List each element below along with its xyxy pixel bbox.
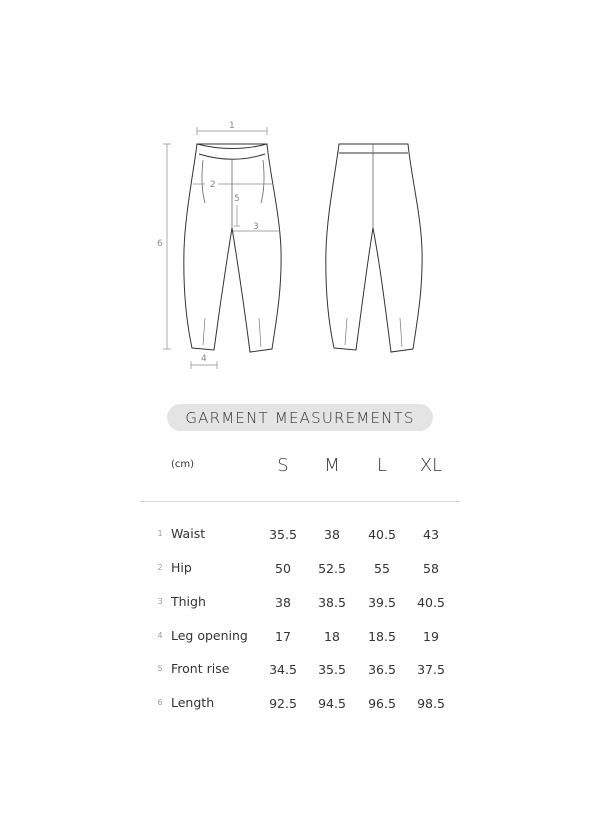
- cell-xl: 58: [423, 561, 439, 576]
- marker-5: 5: [234, 194, 240, 204]
- units-label: (cm): [171, 459, 195, 470]
- cell-s: 35.5: [269, 527, 297, 542]
- marker-1: 1: [229, 121, 235, 131]
- row-label: Thigh: [171, 594, 206, 609]
- cell-l: 55: [374, 561, 390, 576]
- size-header-xl: XL: [419, 455, 443, 476]
- header-divider: [140, 501, 460, 502]
- section-title: GARMENT MEASUREMENTS: [167, 404, 433, 431]
- cell-m: 38: [324, 527, 340, 542]
- row-number: 3: [157, 597, 163, 606]
- row-number: 5: [157, 664, 163, 673]
- table-row: [0, 594, 600, 614]
- cell-xl: 98.5: [417, 696, 445, 711]
- size-header-m: M: [324, 455, 340, 476]
- marker-3: 3: [253, 222, 259, 232]
- table-row: [0, 661, 600, 681]
- row-label: Hip: [171, 560, 192, 575]
- cell-s: 50: [275, 561, 291, 576]
- marker-4: 4: [201, 354, 207, 364]
- table-row: [0, 526, 600, 546]
- cell-s: 17: [275, 629, 291, 644]
- cell-l: 96.5: [368, 696, 396, 711]
- cell-xl: 43: [423, 527, 439, 542]
- cell-m: 18: [324, 629, 340, 644]
- cell-s: 34.5: [269, 662, 297, 677]
- pants-illustration: [0, 0, 600, 400]
- cell-xl: 37.5: [417, 662, 445, 677]
- pants-front-view: [184, 144, 281, 352]
- cell-xl: 40.5: [417, 595, 445, 610]
- row-number: 6: [157, 698, 163, 707]
- row-number: 4: [157, 631, 163, 640]
- cell-m: 38.5: [318, 595, 346, 610]
- measurement-lines: [163, 127, 280, 369]
- row-label: Length: [171, 695, 215, 710]
- size-header-l: L: [376, 455, 388, 476]
- table-row: [0, 695, 600, 715]
- row-number: 2: [157, 563, 163, 572]
- marker-2: 2: [210, 180, 216, 190]
- cell-l: 18.5: [368, 629, 396, 644]
- cell-m: 52.5: [318, 561, 346, 576]
- cell-l: 39.5: [368, 595, 396, 610]
- row-label: Leg opening: [171, 628, 248, 643]
- table-row: [0, 560, 600, 580]
- row-number: 1: [157, 529, 163, 538]
- row-label: Waist: [171, 526, 206, 541]
- marker-6: 6: [157, 239, 163, 249]
- cell-s: 38: [275, 595, 291, 610]
- row-label: Front rise: [171, 661, 230, 676]
- cell-l: 40.5: [368, 527, 396, 542]
- table-row: [0, 628, 600, 648]
- cell-m: 94.5: [318, 696, 346, 711]
- pants-back-view: [326, 144, 422, 352]
- size-header-s: S: [277, 455, 289, 476]
- cell-m: 35.5: [318, 662, 346, 677]
- cell-l: 36.5: [368, 662, 396, 677]
- cell-xl: 19: [423, 629, 439, 644]
- cell-s: 92.5: [269, 696, 297, 711]
